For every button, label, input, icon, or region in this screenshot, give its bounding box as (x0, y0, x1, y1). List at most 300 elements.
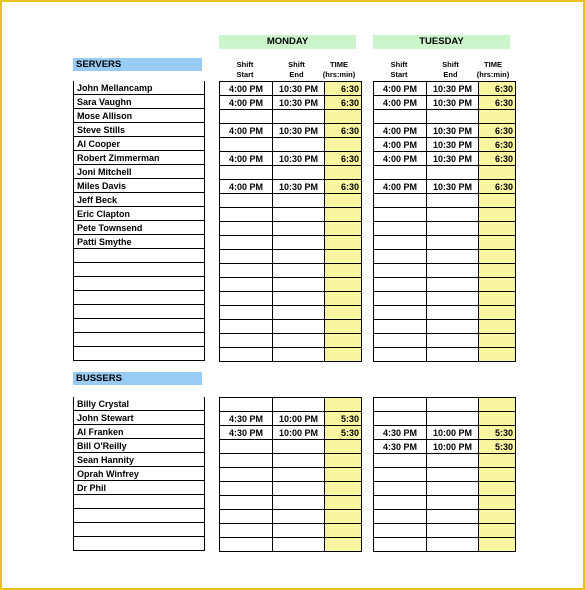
table-row (220, 250, 362, 264)
day-header-monday: MONDAY (219, 35, 356, 49)
monday-time-cell[interactable] (325, 250, 362, 264)
servers-monday-table (219, 81, 362, 362)
monday-start-cell[interactable] (220, 208, 273, 222)
tuesday-time-cell[interactable]: 6:30 (479, 180, 516, 194)
monday-time-cell[interactable]: 5:30 (325, 426, 362, 440)
tuesday-start-header (373, 60, 425, 80)
servers-name-cell[interactable]: Pete Townsend (74, 221, 205, 235)
tuesday-time-cell[interactable]: 6:30 (479, 152, 516, 166)
tuesday-start-cell[interactable] (374, 208, 427, 222)
tuesday-end-cell[interactable] (427, 482, 479, 496)
monday-time-cell[interactable] (325, 320, 362, 334)
table-row (374, 110, 516, 124)
servers-name-cell[interactable] (74, 305, 205, 319)
tuesday-start-cell[interactable]: 4:00 PM (374, 138, 427, 152)
monday-start-header (219, 60, 271, 80)
tuesday-time-cell[interactable] (479, 334, 516, 348)
tuesday-end-cell[interactable]: 10:00 PM (427, 426, 479, 440)
tuesday-end-header (425, 60, 476, 80)
tuesday-time-cell[interactable] (479, 412, 516, 426)
tuesday-start-cell[interactable]: 4:00 PM (374, 152, 427, 166)
tuesday-time-cell[interactable]: 6:30 (479, 138, 516, 152)
tuesday-end-cell[interactable] (427, 236, 479, 250)
servers-name-cell[interactable]: Steve Stills (74, 123, 205, 137)
table-row (374, 468, 516, 482)
bussers-names-table (73, 397, 205, 551)
monday-start-cell[interactable] (220, 320, 273, 334)
tuesday-start-cell[interactable] (374, 264, 427, 278)
table-row (374, 348, 516, 362)
monday-time-header-line2: (hrs:min) (322, 70, 356, 79)
table-row (374, 510, 516, 524)
monday-start-cell[interactable]: 4:00 PM (220, 96, 273, 110)
tuesday-end-cell[interactable] (427, 278, 479, 292)
monday-start-cell[interactable] (220, 236, 273, 250)
tuesday-start-cell[interactable]: 4:30 PM (374, 426, 427, 440)
monday-start-cell[interactable] (220, 454, 273, 468)
monday-end-cell[interactable] (273, 236, 325, 250)
tuesday-time-header (476, 60, 510, 80)
tuesday-start-cell[interactable] (374, 482, 427, 496)
tuesday-end-cell[interactable]: 10:30 PM (427, 96, 479, 110)
tuesday-end-cell[interactable] (427, 334, 479, 348)
table-row (220, 524, 362, 538)
tuesday-start-cell[interactable] (374, 194, 427, 208)
table-row (220, 124, 362, 138)
monday-end-cell[interactable] (273, 194, 325, 208)
tuesday-end-cell[interactable] (427, 510, 479, 524)
servers-name-cell[interactable]: Robert Zimmerman (74, 151, 205, 165)
table-row (374, 538, 516, 552)
tuesday-end-cell[interactable] (427, 468, 479, 482)
tuesday-end-cell[interactable] (427, 398, 479, 412)
tuesday-start-header-line2: Start (390, 70, 408, 79)
monday-end-cell[interactable] (273, 398, 325, 412)
monday-end-cell[interactable] (273, 222, 325, 236)
bussers-name-cell[interactable]: Al Franken (74, 425, 205, 439)
tuesday-start-cell[interactable]: 4:00 PM (374, 96, 427, 110)
monday-end-cell[interactable] (273, 454, 325, 468)
monday-start-header-line2: Start (236, 70, 254, 79)
tuesday-time-cell[interactable] (479, 398, 516, 412)
servers-name-cell[interactable] (74, 319, 205, 333)
tuesday-time-cell[interactable] (479, 250, 516, 264)
monday-end-header-line2: End (289, 70, 304, 79)
table-row (220, 440, 362, 454)
table-row (220, 482, 362, 496)
tuesday-end-cell[interactable] (427, 194, 479, 208)
tuesday-end-cell[interactable] (427, 524, 479, 538)
monday-time-cell[interactable] (325, 264, 362, 278)
tuesday-time-cell[interactable]: 6:30 (479, 96, 516, 110)
table-row (220, 496, 362, 510)
monday-time-cell[interactable] (325, 510, 362, 524)
servers-name-cell[interactable]: Joni Mitchell (74, 165, 205, 179)
tuesday-start-cell[interactable]: 4:00 PM (374, 180, 427, 194)
monday-end-cell[interactable]: 10:30 PM (273, 180, 325, 194)
tuesday-end-cell[interactable]: 10:30 PM (427, 138, 479, 152)
bussers-tuesday-table (373, 397, 516, 552)
monday-end-cell[interactable] (273, 138, 325, 152)
monday-end-cell[interactable]: 10:30 PM (273, 96, 325, 110)
tuesday-time-cell[interactable] (479, 292, 516, 306)
table-row (220, 194, 362, 208)
tuesday-end-cell[interactable] (427, 412, 479, 426)
monday-start-cell[interactable]: 4:00 PM (220, 124, 273, 138)
tuesday-start-cell[interactable] (374, 538, 427, 552)
monday-start-cell[interactable] (220, 440, 273, 454)
tuesday-start-cell[interactable]: 4:30 PM (374, 440, 427, 454)
monday-time-cell[interactable] (325, 306, 362, 320)
bussers-name-cell[interactable] (74, 537, 205, 551)
tuesday-end-cell[interactable]: 10:30 PM (427, 180, 479, 194)
table-row (220, 96, 362, 110)
monday-start-cell[interactable] (220, 468, 273, 482)
monday-time-cell[interactable] (325, 454, 362, 468)
table-row (220, 152, 362, 166)
tuesday-start-cell[interactable] (374, 334, 427, 348)
tuesday-start-cell[interactable] (374, 292, 427, 306)
table-row (220, 348, 362, 362)
servers-name-cell[interactable] (74, 291, 205, 305)
tuesday-time-cell[interactable] (479, 320, 516, 334)
monday-start-cell[interactable] (220, 398, 273, 412)
monday-end-cell[interactable] (273, 110, 325, 124)
table-row (374, 82, 516, 96)
bussers-name-cell[interactable]: Dr Phil (74, 481, 205, 495)
tuesday-time-cell[interactable] (479, 278, 516, 292)
monday-start-cell[interactable] (220, 138, 273, 152)
monday-start-cell[interactable] (220, 278, 273, 292)
tuesday-time-cell[interactable] (479, 194, 516, 208)
monday-start-cell[interactable] (220, 524, 273, 538)
tuesday-start-cell[interactable] (374, 524, 427, 538)
monday-time-cell[interactable]: 6:30 (325, 152, 362, 166)
monday-time-cell[interactable] (325, 236, 362, 250)
monday-end-cell[interactable] (273, 166, 325, 180)
monday-time-cell[interactable] (325, 208, 362, 222)
table-row (374, 482, 516, 496)
monday-time-cell[interactable] (325, 222, 362, 236)
tuesday-time-cell[interactable] (479, 348, 516, 362)
table-row (220, 110, 362, 124)
monday-time-cell[interactable] (325, 468, 362, 482)
bussers-name-cell[interactable]: John Stewart (74, 411, 205, 425)
table-row (374, 306, 516, 320)
tuesday-time-cell[interactable] (479, 468, 516, 482)
tuesday-end-cell[interactable] (427, 222, 479, 236)
servers-name-cell[interactable] (74, 277, 205, 291)
tuesday-end-cell[interactable] (427, 250, 479, 264)
tuesday-time-cell[interactable] (479, 166, 516, 180)
tuesday-end-cell[interactable] (427, 348, 479, 362)
tuesday-start-cell[interactable] (374, 348, 427, 362)
monday-start-cell[interactable]: 4:30 PM (220, 426, 273, 440)
servers-name-cell[interactable] (74, 263, 205, 277)
tuesday-time-cell[interactable] (479, 454, 516, 468)
table-row (374, 440, 516, 454)
tuesday-start-cell[interactable] (374, 320, 427, 334)
tuesday-time-cell[interactable] (479, 306, 516, 320)
tuesday-time-cell[interactable] (479, 264, 516, 278)
monday-start-cell[interactable]: 4:30 PM (220, 412, 273, 426)
monday-end-header (271, 60, 322, 80)
monday-start-cell[interactable]: 4:00 PM (220, 180, 273, 194)
tuesday-start-cell[interactable] (374, 278, 427, 292)
monday-time-header-line1: TIME (330, 60, 348, 69)
monday-time-cell[interactable] (325, 166, 362, 180)
table-row (374, 250, 516, 264)
servers-name-cell[interactable] (74, 333, 205, 347)
tuesday-start-cell[interactable] (374, 510, 427, 524)
tuesday-start-cell[interactable] (374, 454, 427, 468)
table-row (220, 292, 362, 306)
tuesday-time-header-line2: (hrs:min) (476, 70, 510, 79)
servers-name-cell[interactable]: Patti Smythe (74, 235, 205, 249)
table-row (374, 264, 516, 278)
table-row (374, 524, 516, 538)
tuesday-time-cell[interactable] (479, 538, 516, 552)
monday-end-cell[interactable] (273, 482, 325, 496)
monday-time-cell[interactable] (325, 138, 362, 152)
tuesday-start-cell[interactable] (374, 398, 427, 412)
monday-end-cell[interactable]: 10:30 PM (273, 82, 325, 96)
monday-start-cell[interactable] (220, 292, 273, 306)
table-row (220, 208, 362, 222)
monday-time-cell[interactable]: 6:30 (325, 96, 362, 110)
monday-end-cell[interactable]: 10:00 PM (273, 426, 325, 440)
tuesday-start-cell[interactable] (374, 236, 427, 250)
tuesday-time-cell[interactable] (479, 510, 516, 524)
monday-end-cell[interactable] (273, 496, 325, 510)
monday-start-cell[interactable] (220, 306, 273, 320)
table-row (220, 166, 362, 180)
monday-start-cell[interactable] (220, 264, 273, 278)
bussers-name-cell[interactable]: Sean Hannity (74, 453, 205, 467)
servers-name-cell[interactable] (74, 249, 205, 263)
monday-time-cell[interactable] (325, 524, 362, 538)
tuesday-start-cell[interactable] (374, 306, 427, 320)
monday-start-cell[interactable] (220, 496, 273, 510)
bussers-monday-table (219, 397, 362, 552)
servers-name-cell[interactable] (74, 347, 205, 361)
tuesday-end-header-line1: Shift (442, 60, 459, 69)
servers-name-cell[interactable]: Sara Vaughn (74, 95, 205, 109)
monday-end-cell[interactable] (273, 538, 325, 552)
tuesday-start-cell[interactable] (374, 468, 427, 482)
table-row (374, 138, 516, 152)
table-row (220, 454, 362, 468)
tuesday-time-header-line1: TIME (484, 60, 502, 69)
monday-end-cell[interactable] (273, 292, 325, 306)
table-row (374, 454, 516, 468)
table-row (220, 82, 362, 96)
monday-start-cell[interactable]: 4:00 PM (220, 152, 273, 166)
table-row (374, 180, 516, 194)
bussers-section-title: BUSSERS (73, 372, 202, 385)
servers-names-table (73, 81, 205, 361)
monday-start-cell[interactable] (220, 348, 273, 362)
table-row (374, 96, 516, 110)
monday-end-cell[interactable]: 10:30 PM (273, 152, 325, 166)
table-row (374, 194, 516, 208)
tuesday-time-cell[interactable]: 5:30 (479, 440, 516, 454)
day-header-tuesday: TUESDAY (373, 35, 510, 49)
tuesday-start-cell[interactable] (374, 110, 427, 124)
table-row (374, 412, 516, 426)
monday-start-cell[interactable] (220, 222, 273, 236)
monday-time-cell[interactable]: 6:30 (325, 180, 362, 194)
monday-time-cell[interactable] (325, 348, 362, 362)
tuesday-end-cell[interactable] (427, 208, 479, 222)
monday-end-header-line1: Shift (288, 60, 305, 69)
monday-start-cell[interactable] (220, 110, 273, 124)
tuesday-start-cell[interactable] (374, 166, 427, 180)
tuesday-time-cell[interactable] (479, 524, 516, 538)
tuesday-start-cell[interactable]: 4:00 PM (374, 124, 427, 138)
tuesday-end-cell[interactable] (427, 538, 479, 552)
table-row (374, 398, 516, 412)
tuesday-end-cell[interactable] (427, 496, 479, 510)
monday-start-cell[interactable] (220, 482, 273, 496)
table-row (374, 496, 516, 510)
tuesday-end-cell[interactable] (427, 306, 479, 320)
monday-time-cell[interactable] (325, 538, 362, 552)
monday-end-cell[interactable] (273, 264, 325, 278)
tuesday-end-cell[interactable] (427, 454, 479, 468)
bussers-name-cell[interactable]: Billy Crystal (74, 397, 205, 411)
monday-end-cell[interactable] (273, 320, 325, 334)
tuesday-time-cell[interactable] (479, 110, 516, 124)
table-row (374, 292, 516, 306)
monday-start-cell[interactable]: 4:00 PM (220, 82, 273, 96)
monday-end-cell[interactable] (273, 334, 325, 348)
monday-end-cell[interactable] (273, 510, 325, 524)
monday-time-cell[interactable] (325, 292, 362, 306)
bussers-name-cell[interactable]: Bill O'Reilly (74, 439, 205, 453)
monday-start-cell[interactable] (220, 166, 273, 180)
bussers-name-cell[interactable]: Oprah Winfrey (74, 467, 205, 481)
table-row (220, 468, 362, 482)
table-row (374, 334, 516, 348)
table-row (374, 320, 516, 334)
tuesday-end-cell[interactable]: 10:00 PM (427, 440, 479, 454)
tuesday-time-cell[interactable] (479, 482, 516, 496)
tuesday-time-cell[interactable] (479, 208, 516, 222)
monday-end-cell[interactable] (273, 306, 325, 320)
tuesday-time-cell[interactable]: 6:30 (479, 82, 516, 96)
monday-time-cell[interactable]: 6:30 (325, 82, 362, 96)
tuesday-start-cell[interactable] (374, 250, 427, 264)
table-row (220, 412, 362, 426)
tuesday-time-cell[interactable] (479, 222, 516, 236)
monday-end-cell[interactable] (273, 208, 325, 222)
tuesday-time-cell[interactable] (479, 236, 516, 250)
monday-end-cell[interactable]: 10:00 PM (273, 412, 325, 426)
monday-end-cell[interactable] (273, 278, 325, 292)
table-row (220, 320, 362, 334)
servers-name-cell[interactable]: Eric Clapton (74, 207, 205, 221)
table-row (220, 538, 362, 552)
monday-time-cell[interactable] (325, 440, 362, 454)
monday-start-cell[interactable] (220, 334, 273, 348)
tuesday-end-cell[interactable] (427, 292, 479, 306)
monday-start-cell[interactable] (220, 250, 273, 264)
table-row (220, 306, 362, 320)
table-row (220, 222, 362, 236)
servers-section-title: SERVERS (73, 58, 202, 71)
tuesday-time-cell[interactable] (479, 496, 516, 510)
monday-time-cell[interactable] (325, 482, 362, 496)
table-row (374, 166, 516, 180)
table-row (220, 180, 362, 194)
monday-end-cell[interactable]: 10:30 PM (273, 124, 325, 138)
monday-time-cell[interactable] (325, 194, 362, 208)
tuesday-start-cell[interactable]: 4:00 PM (374, 82, 427, 96)
tuesday-start-cell[interactable] (374, 496, 427, 510)
monday-start-cell[interactable] (220, 538, 273, 552)
monday-time-cell[interactable] (325, 278, 362, 292)
monday-time-cell[interactable]: 6:30 (325, 124, 362, 138)
table-row (374, 278, 516, 292)
servers-name-cell[interactable]: Mose Allison (74, 109, 205, 123)
bussers-name-cell[interactable] (74, 523, 205, 537)
tuesday-start-cell[interactable] (374, 412, 427, 426)
table-row (220, 426, 362, 440)
servers-name-cell[interactable]: Al Cooper (74, 137, 205, 151)
tuesday-start-cell[interactable] (374, 222, 427, 236)
tuesday-end-cell[interactable] (427, 264, 479, 278)
servers-name-cell[interactable]: Jeff Beck (74, 193, 205, 207)
table-row (220, 510, 362, 524)
tuesday-end-cell[interactable]: 10:30 PM (427, 82, 479, 96)
monday-end-cell[interactable] (273, 524, 325, 538)
table-row (374, 124, 516, 138)
bussers-name-cell[interactable] (74, 509, 205, 523)
monday-time-cell[interactable] (325, 334, 362, 348)
monday-time-cell[interactable] (325, 496, 362, 510)
monday-start-cell[interactable] (220, 194, 273, 208)
servers-name-cell[interactable]: Miles Davis (74, 179, 205, 193)
tuesday-end-cell[interactable] (427, 166, 479, 180)
tuesday-end-cell[interactable]: 10:30 PM (427, 124, 479, 138)
tuesday-time-cell[interactable]: 6:30 (479, 124, 516, 138)
tuesday-end-cell[interactable]: 10:30 PM (427, 152, 479, 166)
monday-time-header (322, 60, 356, 80)
monday-time-cell[interactable]: 5:30 (325, 412, 362, 426)
table-row (374, 152, 516, 166)
tuesday-end-cell[interactable] (427, 110, 479, 124)
table-row (374, 222, 516, 236)
table-row (374, 208, 516, 222)
tuesday-end-cell[interactable] (427, 320, 479, 334)
monday-time-cell[interactable] (325, 398, 362, 412)
servers-name-cell[interactable]: John Mellancamp (74, 81, 205, 95)
monday-end-cell[interactable] (273, 468, 325, 482)
table-row (220, 264, 362, 278)
table-row (220, 334, 362, 348)
bussers-name-cell[interactable] (74, 495, 205, 509)
tuesday-start-header-line1: Shift (390, 60, 408, 69)
monday-start-cell[interactable] (220, 510, 273, 524)
monday-end-cell[interactable] (273, 440, 325, 454)
monday-end-cell[interactable] (273, 250, 325, 264)
table-row (374, 426, 516, 440)
servers-tuesday-table (373, 81, 516, 362)
monday-time-cell[interactable] (325, 110, 362, 124)
tuesday-time-cell[interactable]: 5:30 (479, 426, 516, 440)
monday-end-cell[interactable] (273, 348, 325, 362)
